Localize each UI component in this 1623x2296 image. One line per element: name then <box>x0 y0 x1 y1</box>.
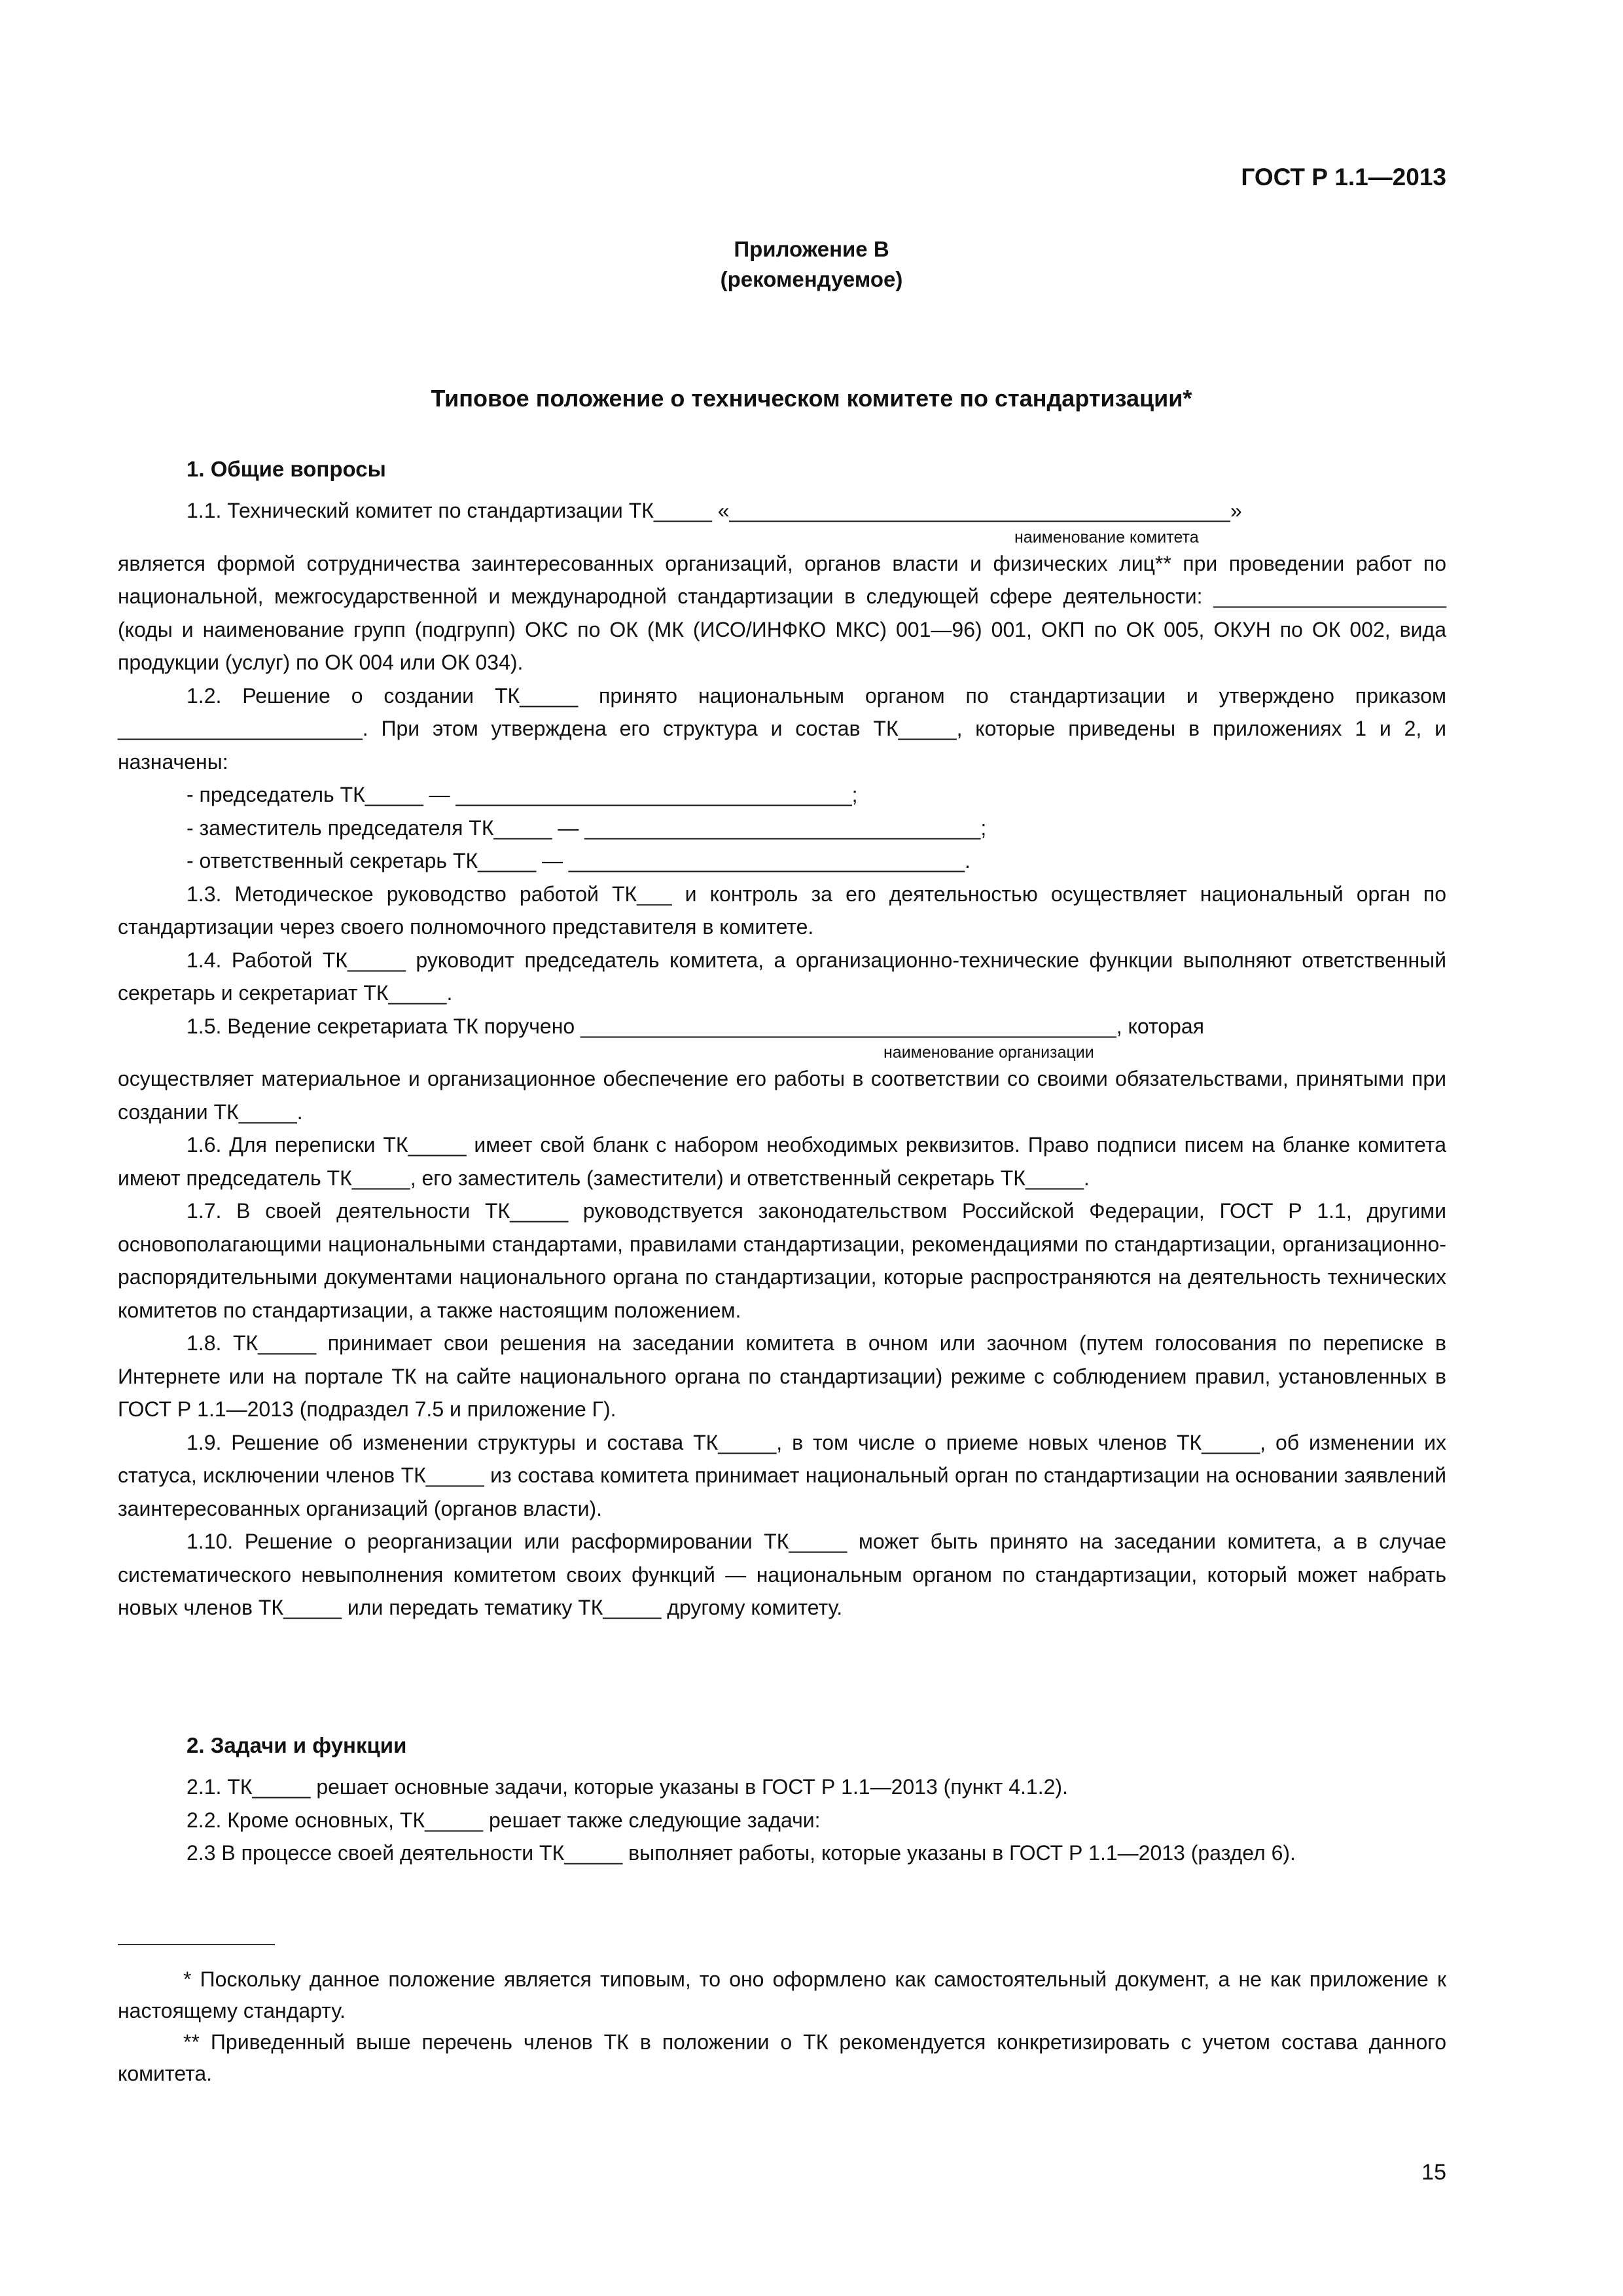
caption-organization-name: наименование организации <box>883 1043 1094 1062</box>
appendix-label: Приложение В <box>734 237 889 261</box>
section-2-heading: 2. Задачи и функции <box>187 1733 407 1757</box>
document-title: Типовое положение о техническом комитете по стандартизации* <box>431 385 1192 412</box>
section-2-body <box>118 1770 1446 1870</box>
clause-1-9: 1.9. Решение об изменении структуры и состава ТК_____, в том числе о приеме новых членов ТК_____, об изменении их статуса, исключении членов ТК_____ из состава комитета принимает национальный орган по стандартизации на основании заявлений заинтересованных организаций (органов власти). <box>118 1430 1446 1520</box>
clause-1-1-head: 1.1. Технический комитет по стандартизации ТК_____ «___________________________________________» <box>187 499 1242 522</box>
appendix-heading <box>0 234 1623 295</box>
clause-2-2: 2.2. Кроме основных, ТК_____ решает также следующие задачи: <box>187 1808 821 1832</box>
caption-committee-name: наименование комитета <box>1014 528 1199 547</box>
clause-1-5-head: 1.5. Ведение секретариата ТК поручено ______________________________________________, которая <box>187 1014 1204 1038</box>
clause-1-10: 1.10. Решение о реорганизации или расформировании ТК_____ может быть принято на заседании комитета, а в случае систематического невыполнения комитетом своих функций — национальным органом по стандартизации, который может набрать новых членов ТК_____ или передать тематику ТК_____ другому комитету. <box>118 1530 1446 1619</box>
standard-code-header: ГОСТ Р 1.1—2013 <box>1241 164 1446 190</box>
dash-secretary: - ответственный секретарь ТК_____ — __________________________________. <box>187 849 971 872</box>
clause-1-4: 1.4. Работой ТК_____ руководит председатель комитета, а организационно-технические функции выполняют ответственный секретарь и секретариат ТК_____. <box>118 948 1446 1005</box>
appendix-status: (рекомендуемое) <box>720 267 903 291</box>
section-1-body <box>118 494 1446 1624</box>
clause-2-3: 2.3 В процессе своей деятельности ТК_____ выполняет работы, которые указаны в ГОСТ Р 1.1—2013 (раздел 6). <box>187 1841 1296 1865</box>
page-number: 15 <box>1421 2160 1446 2185</box>
clause-1-1-body: является формой сотрудничества заинтересованных организаций, органов власти и физических лиц** при проведении работ по национальной, межгосударственной и международной стандартизации в следующей сфере деятельности: ____________________ (коды и наименование групп (подгрупп) ОКС по ОК (МК (ИСО/ИНФКО МКС) 001—96) 001, ОКП по ОК 005, ОКУН по ОК 002, вида продукции (услуг) по ОК 004 или ОК 034). <box>118 551 1446 674</box>
clause-1-8: 1.8. ТК_____ принимает свои решения на заседании комитета в очном или заочном (путем голосования по переписке в Интернете или на портале ТК на сайте национального органа по стандартизации) режиме с соблюдением правил, установленных в ГОСТ Р 1.1—2013 (подраздел 7.5 и приложение Г). <box>118 1331 1446 1421</box>
footnote-2: ** Приведенный выше перечень членов ТК в положении о ТК рекомендуется конкретизировать с учетом состава данного комитета. <box>118 2030 1446 2085</box>
dash-deputy-chairman: - заместитель председателя ТК_____ — __________________________________; <box>187 816 987 840</box>
clause-1-3: 1.3. Методическое руководство работой ТК___ и контроль за его деятельностью осуществляет национальный орган по стандартизации через своего полномочного представителя в комитете. <box>118 882 1446 939</box>
clause-2-1: 2.1. ТК_____ решает основные задачи, которые указаны в ГОСТ Р 1.1—2013 (пункт 4.1.2). <box>187 1775 1068 1799</box>
footnote-separator <box>118 1944 275 1945</box>
clause-1-5-body: осуществляет материальное и организационное обеспечение его работы в соответствии со своими обязательствами, принятыми при создании ТК_____. <box>118 1067 1446 1124</box>
clause-1-7: 1.7. В своей деятельности ТК_____ руководствуется законодательством Российской Федерации, ГОСТ Р 1.1, другими основополагающими национальными стандартами, правилами стандартизации, рекомендациями по стандартизации, организационно-распорядительными документами национального органа по стандартизации, которые распространяются на деятельность технических комитетов по стандартизации, а также настоящим положением. <box>118 1199 1446 1322</box>
dash-chairman: - председатель ТК_____ — __________________________________; <box>187 783 858 806</box>
section-1-heading: 1. Общие вопросы <box>187 457 386 481</box>
clause-1-2: 1.2. Решение о создании ТК_____ принято национальным органом по стандартизации и утверждено приказом _____________________. При этом утверждена его структура и состав ТК_____, которые приведены в приложениях 1 и 2, и назначены: <box>118 683 1446 774</box>
clause-1-6: 1.6. Для переписки ТК_____ имеет свой бланк с набором необходимых реквизитов. Право подписи писем на бланке комитета имеют председатель ТК_____, его заместитель (заместители) и ответственный секретарь ТК_____. <box>118 1133 1446 1190</box>
footnotes <box>118 1964 1446 2089</box>
footnote-1: * Поскольку данное положение является типовым, то оно оформлено как самостоятельный документ, а не как приложение к настоящему стандарту. <box>118 1967 1446 2022</box>
